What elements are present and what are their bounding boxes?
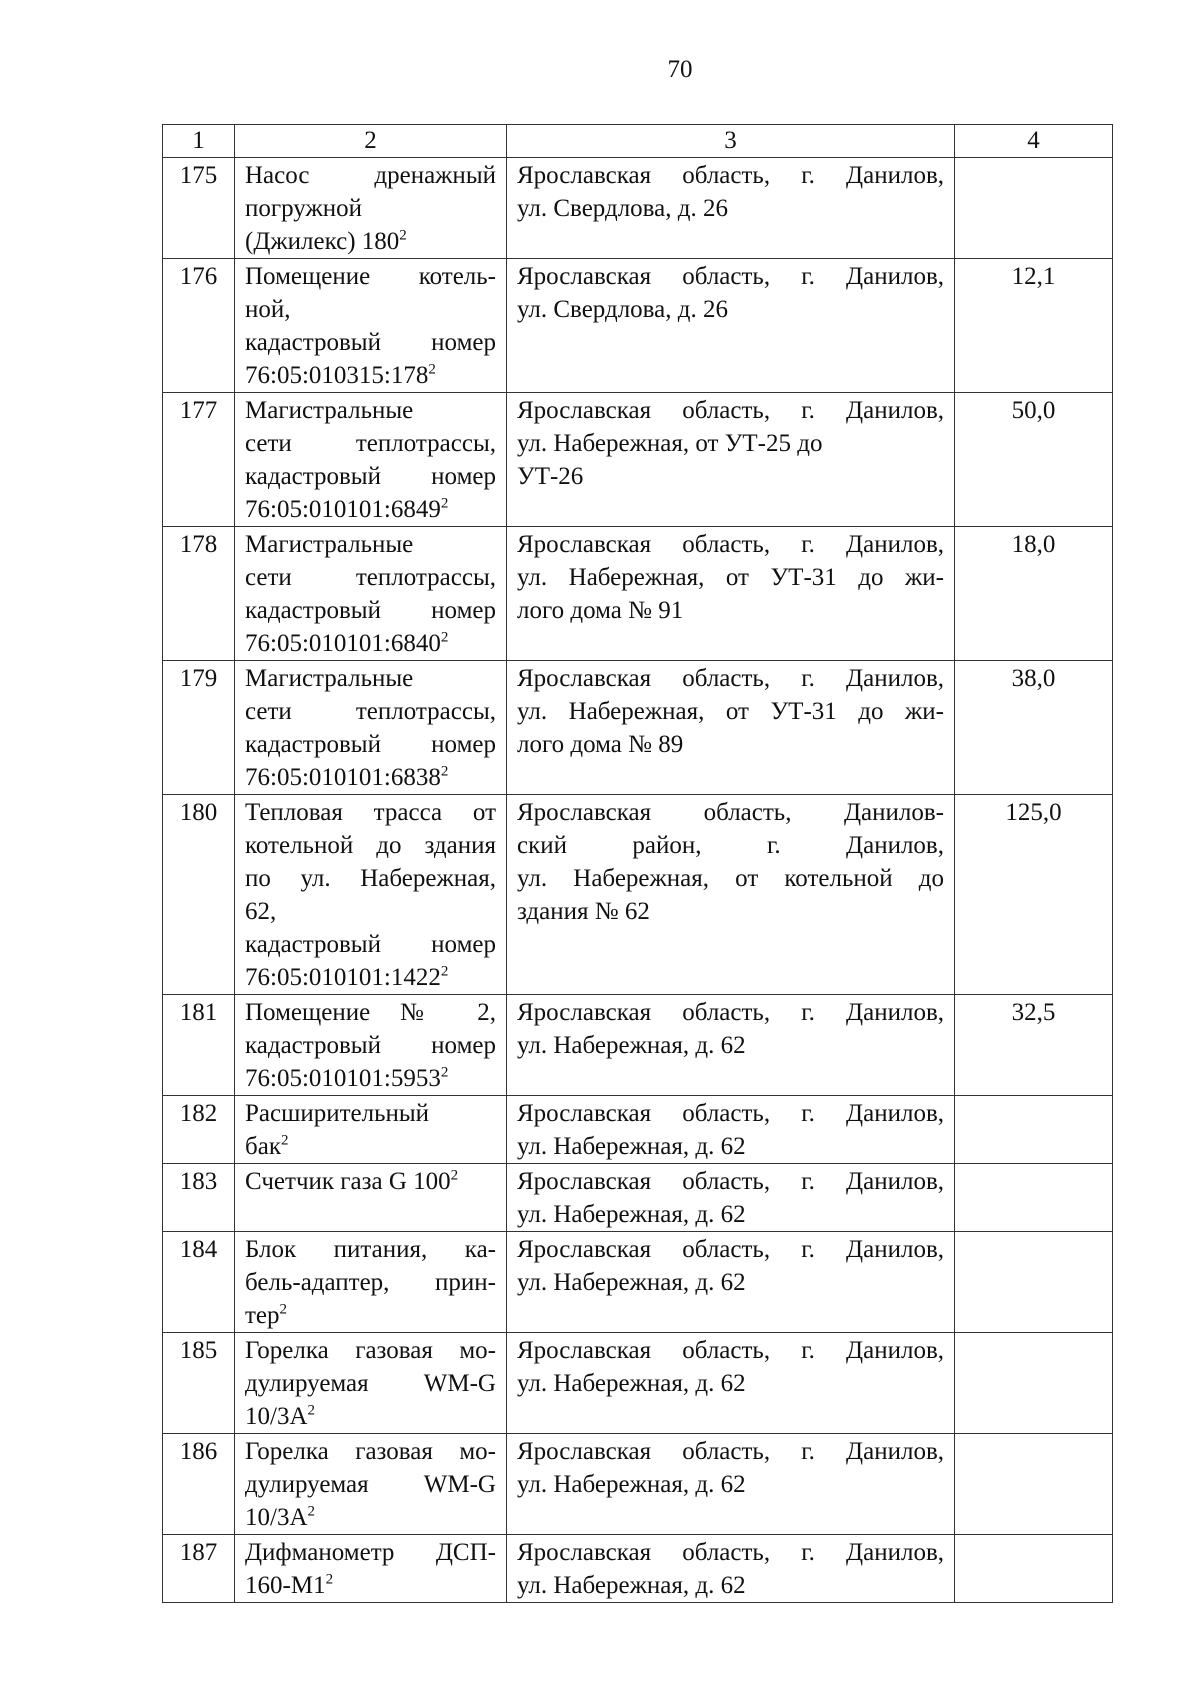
table-row xyxy=(163,1434,1113,1535)
column-header-number: 1 xyxy=(163,125,235,158)
property-address-line xyxy=(517,1435,944,1468)
column-header-name: 2 xyxy=(235,125,507,158)
row-number: 175 xyxy=(163,158,235,259)
footnote-marker: 2 xyxy=(440,763,449,780)
property-table xyxy=(162,124,1113,1603)
property-name-text: Расширительный xyxy=(245,1100,430,1127)
row-number: 180 xyxy=(163,795,235,995)
property-address-text: Ярославская область, г. Данилов, xyxy=(517,999,944,1026)
property-address-text: Ярославская область, г. Данилов, xyxy=(517,1337,944,1364)
property-name xyxy=(235,158,507,259)
property-name-text: Счетчик газа G 100 xyxy=(245,1168,451,1195)
property-name-line xyxy=(245,928,496,961)
footnote-marker: 2 xyxy=(440,495,449,512)
table-row xyxy=(163,995,1113,1096)
property-address-line xyxy=(517,695,944,728)
property-name-line xyxy=(245,895,496,928)
property-address-text: ул. Набережная, от УТ-25 до xyxy=(517,430,823,457)
property-address-text: лого дома № 91 xyxy=(517,597,684,624)
footnote-marker: 2 xyxy=(307,1503,315,1520)
property-address xyxy=(507,527,955,661)
property-address-text: ул. Набережная, д. 62 xyxy=(517,1269,746,1296)
property-address-text: ул. Набережная, от УТ-31 до жи- xyxy=(517,698,944,725)
property-name-line xyxy=(245,796,496,829)
property-name-text: Помещение № 2, xyxy=(245,999,496,1026)
property-name-text: Тепловая трасса от xyxy=(245,799,496,826)
footnote-marker: 2 xyxy=(440,629,449,646)
property-address-text: Ярославская область, г. Данилов, xyxy=(517,397,944,424)
property-name-text: бель-адаптер, прин- xyxy=(245,1269,496,1296)
property-address xyxy=(507,393,955,527)
property-name-text: кадастровый номер xyxy=(245,597,496,624)
property-address xyxy=(507,1434,955,1535)
property-area: 12,1 xyxy=(955,259,1113,393)
property-name-text: 62, xyxy=(245,898,277,925)
table-row xyxy=(163,1333,1113,1434)
row-number: 183 xyxy=(163,1164,235,1232)
property-address-line xyxy=(517,594,944,627)
property-name xyxy=(235,1164,507,1232)
property-address xyxy=(507,661,955,795)
property-address-line xyxy=(517,394,944,427)
property-address-line xyxy=(517,662,944,695)
table-row xyxy=(163,158,1113,259)
property-address-text: ул. Набережная, д. 62 xyxy=(517,1133,746,1160)
property-name-text: Магистральные xyxy=(245,665,414,692)
table-body xyxy=(163,158,1113,1603)
property-address-line xyxy=(517,528,944,561)
property-address-text: лого дома № 89 xyxy=(517,731,684,758)
property-name-line xyxy=(245,260,496,293)
property-name-text: 76:05:010315:178 xyxy=(245,362,429,389)
property-name xyxy=(235,1333,507,1434)
property-name-text: Блок питания, ка- xyxy=(245,1236,496,1263)
property-name-text: Магистральные xyxy=(245,531,414,558)
property-name-line xyxy=(245,1400,496,1433)
property-address-line xyxy=(517,460,944,493)
property-name-text: кадастровый номер xyxy=(245,1032,496,1059)
property-address-line xyxy=(517,1097,944,1130)
property-address xyxy=(507,158,955,259)
row-number: 178 xyxy=(163,527,235,661)
property-address-line xyxy=(517,862,944,895)
property-name-text: ной, xyxy=(245,296,291,323)
property-name-text: 76:05:010101:1422 xyxy=(245,964,441,991)
property-name-line xyxy=(245,1569,496,1602)
footnote-marker: 2 xyxy=(399,227,407,244)
property-name xyxy=(235,795,507,995)
property-address xyxy=(507,1164,955,1232)
property-address-line xyxy=(517,728,944,761)
property-address-line xyxy=(517,1029,944,1062)
property-address-text: Ярославская область, г. Данилов, xyxy=(517,1168,944,1195)
property-name-line xyxy=(245,996,496,1029)
property-name-text: кадастровый номер xyxy=(245,463,496,490)
property-area: 18,0 xyxy=(955,527,1113,661)
property-name-line xyxy=(245,1233,496,1266)
property-area xyxy=(955,1333,1113,1434)
property-address xyxy=(507,1232,955,1333)
property-address xyxy=(507,1333,955,1434)
property-name xyxy=(235,995,507,1096)
property-name-line xyxy=(245,761,496,794)
property-address-line xyxy=(517,427,944,460)
property-name-line xyxy=(245,1062,496,1095)
property-name-text: бак xyxy=(245,1133,281,1160)
property-name xyxy=(235,259,507,393)
property-name-text: Помещение котель- xyxy=(245,263,496,290)
table-row xyxy=(163,393,1113,527)
table-row xyxy=(163,1096,1113,1164)
property-name-line xyxy=(245,427,496,460)
column-header-area: 4 xyxy=(955,125,1113,158)
property-name-text: по ул. Набережная, xyxy=(245,865,496,892)
page-number: 70 xyxy=(667,56,693,83)
row-number: 176 xyxy=(163,259,235,393)
property-name-line xyxy=(245,1501,496,1534)
property-name-line xyxy=(245,192,496,225)
property-name-text: 76:05:010101:6849 xyxy=(245,496,441,523)
row-number: 181 xyxy=(163,995,235,1096)
table-row xyxy=(163,795,1113,995)
property-address-text: ул. Набережная, д. 62 xyxy=(517,1370,746,1397)
property-address-line xyxy=(517,1165,944,1198)
property-address-line xyxy=(517,1569,944,1602)
property-address-text: Ярославская область, г. Данилов, xyxy=(517,1539,944,1566)
property-address-text: здания № 62 xyxy=(517,898,650,925)
property-address-line xyxy=(517,796,944,829)
footnote-marker: 2 xyxy=(280,1132,289,1149)
property-address-text: ул. Набережная, д. 62 xyxy=(517,1032,746,1059)
property-address-text: ский район, г. Данилов, xyxy=(517,832,944,859)
property-name-line xyxy=(245,460,496,493)
property-name-text: кадастровый номер xyxy=(245,931,496,958)
property-address-text: Ярославская область, г. Данилов, xyxy=(517,1100,944,1127)
property-address-line xyxy=(517,1233,944,1266)
property-name xyxy=(235,1434,507,1535)
property-name-line xyxy=(245,1299,496,1332)
property-name xyxy=(235,1535,507,1603)
property-name-line xyxy=(245,561,496,594)
property-name-line xyxy=(245,627,496,660)
property-name-line xyxy=(245,1266,496,1299)
property-area xyxy=(955,1232,1113,1333)
property-address-line xyxy=(517,829,944,862)
property-name-line xyxy=(245,326,496,359)
property-name-line xyxy=(245,1468,496,1501)
property-name xyxy=(235,1096,507,1164)
property-address-text: ул. Набережная, д. 62 xyxy=(517,1471,746,1498)
property-name-line xyxy=(245,159,496,192)
property-name-text: Дифманометр ДСП- xyxy=(245,1539,496,1566)
property-area xyxy=(955,1535,1113,1603)
table-row xyxy=(163,1535,1113,1603)
row-number: 187 xyxy=(163,1535,235,1603)
property-name-text: 10/3А xyxy=(245,1504,308,1531)
property-name-line xyxy=(245,662,496,695)
property-name-text: погружной xyxy=(245,195,363,222)
property-name-line xyxy=(245,394,496,427)
property-area xyxy=(955,1096,1113,1164)
property-name-text: кадастровый номер xyxy=(245,731,496,758)
property-name-text: 76:05:010101:6838 xyxy=(245,764,441,791)
footnote-marker: 2 xyxy=(440,963,449,980)
property-name-line xyxy=(245,961,496,994)
table-row xyxy=(163,259,1113,393)
property-name-line xyxy=(245,1367,496,1400)
property-address-text: ул. Набережная, от котельной до xyxy=(517,865,944,892)
footnote-marker: 2 xyxy=(440,1064,449,1081)
property-address-line xyxy=(517,260,944,293)
property-name-text: Насос дренажный xyxy=(245,162,496,189)
property-area xyxy=(955,158,1113,259)
property-address-line xyxy=(517,1468,944,1501)
property-address-text: Ярославская область, Данилов- xyxy=(517,799,944,826)
property-address-text: ул. Набережная, от УТ-31 до жи- xyxy=(517,564,944,591)
row-number: 185 xyxy=(163,1333,235,1434)
property-address xyxy=(507,795,955,995)
property-name-text: Горелка газовая мо- xyxy=(245,1438,496,1465)
property-address-line xyxy=(517,293,944,326)
row-number: 177 xyxy=(163,393,235,527)
footnote-marker: 2 xyxy=(450,1167,459,1184)
property-name-text: котельной до здания xyxy=(245,832,496,859)
row-number: 179 xyxy=(163,661,235,795)
property-name-text: 76:05:010101:5953 xyxy=(245,1065,441,1092)
property-name-line xyxy=(245,359,496,392)
property-address-text: ул. Свердлова, д. 26 xyxy=(517,195,728,222)
property-address-text: Ярославская область, г. Данилов, xyxy=(517,263,944,290)
property-name xyxy=(235,1232,507,1333)
property-name-line xyxy=(245,1097,496,1130)
property-name-text: сети теплотрассы, xyxy=(245,698,496,725)
property-name-line xyxy=(245,493,496,526)
property-address-text: ул. Набережная, д. 62 xyxy=(517,1201,746,1228)
property-name-text: 76:05:010101:6840 xyxy=(245,630,441,657)
property-address-line xyxy=(517,895,944,928)
property-address-text: Ярославская область, г. Данилов, xyxy=(517,162,944,189)
row-number: 186 xyxy=(163,1434,235,1535)
property-name-line xyxy=(245,1029,496,1062)
property-name-line xyxy=(245,1165,496,1198)
footnote-marker: 2 xyxy=(325,1571,334,1588)
property-name-text: 10/3А xyxy=(245,1403,308,1430)
property-address-line xyxy=(517,1198,944,1231)
property-area xyxy=(955,1434,1113,1535)
property-address-text: Ярославская область, г. Данилов, xyxy=(517,665,944,692)
property-area: 125,0 xyxy=(955,795,1113,995)
property-address-line xyxy=(517,1130,944,1163)
property-address-text: Ярославская область, г. Данилов, xyxy=(517,1236,944,1263)
property-address-line xyxy=(517,996,944,1029)
property-name-line xyxy=(245,695,496,728)
row-number: 182 xyxy=(163,1096,235,1164)
property-area xyxy=(955,1164,1113,1232)
property-address-text: ул. Свердлова, д. 26 xyxy=(517,296,728,323)
footnote-marker: 2 xyxy=(279,1301,288,1318)
property-name-line xyxy=(245,594,496,627)
property-name-text: сети теплотрассы, xyxy=(245,430,496,457)
table-row xyxy=(163,1232,1113,1333)
property-name-line xyxy=(245,1435,496,1468)
property-area: 50,0 xyxy=(955,393,1113,527)
property-name-text: (Джилекс) 180 xyxy=(245,228,400,255)
property-address-text: Ярославская область, г. Данилов, xyxy=(517,531,944,558)
property-address xyxy=(507,259,955,393)
property-name xyxy=(235,393,507,527)
property-address-text: УТ-26 xyxy=(517,463,584,490)
table-row xyxy=(163,1164,1113,1232)
property-name-line xyxy=(245,1130,496,1163)
footnote-marker: 2 xyxy=(428,361,436,378)
property-address-line xyxy=(517,1334,944,1367)
property-name-text: кадастровый номер xyxy=(245,329,496,356)
row-number: 184 xyxy=(163,1232,235,1333)
property-address-line xyxy=(517,1266,944,1299)
property-area: 32,5 xyxy=(955,995,1113,1096)
property-name xyxy=(235,527,507,661)
property-address xyxy=(507,1096,955,1164)
property-name-text: тер xyxy=(245,1302,280,1329)
property-address-line xyxy=(517,561,944,594)
property-name-line xyxy=(245,1536,496,1569)
property-name-line xyxy=(245,528,496,561)
property-address-line xyxy=(517,1367,944,1400)
property-name-text: дулируемая WM-G xyxy=(245,1471,496,1498)
property-name-line xyxy=(245,862,496,895)
table-row xyxy=(163,527,1113,661)
property-address xyxy=(507,1535,955,1603)
header-row xyxy=(163,125,1113,158)
property-name-text: дулируемая WM-G xyxy=(245,1370,496,1397)
property-name-line xyxy=(245,1334,496,1367)
property-name-text: сети теплотрассы, xyxy=(245,564,496,591)
property-name-line xyxy=(245,225,496,258)
property-address-text: ул. Набережная, д. 62 xyxy=(517,1572,746,1599)
property-address-line xyxy=(517,192,944,225)
table-row xyxy=(163,661,1113,795)
property-name-text: 160-М1 xyxy=(245,1572,326,1599)
property-address xyxy=(507,995,955,1096)
property-name xyxy=(235,661,507,795)
property-address-line xyxy=(517,159,944,192)
property-name-text: Магистральные xyxy=(245,397,414,424)
column-header-address: 3 xyxy=(507,125,955,158)
property-area: 38,0 xyxy=(955,661,1113,795)
property-name-line xyxy=(245,293,496,326)
property-address-line xyxy=(517,1536,944,1569)
property-name-text: Горелка газовая мо- xyxy=(245,1337,496,1364)
property-address-text: Ярославская область, г. Данилов, xyxy=(517,1438,944,1465)
footnote-marker: 2 xyxy=(307,1402,315,1419)
property-name-line xyxy=(245,728,496,761)
property-name-line xyxy=(245,829,496,862)
